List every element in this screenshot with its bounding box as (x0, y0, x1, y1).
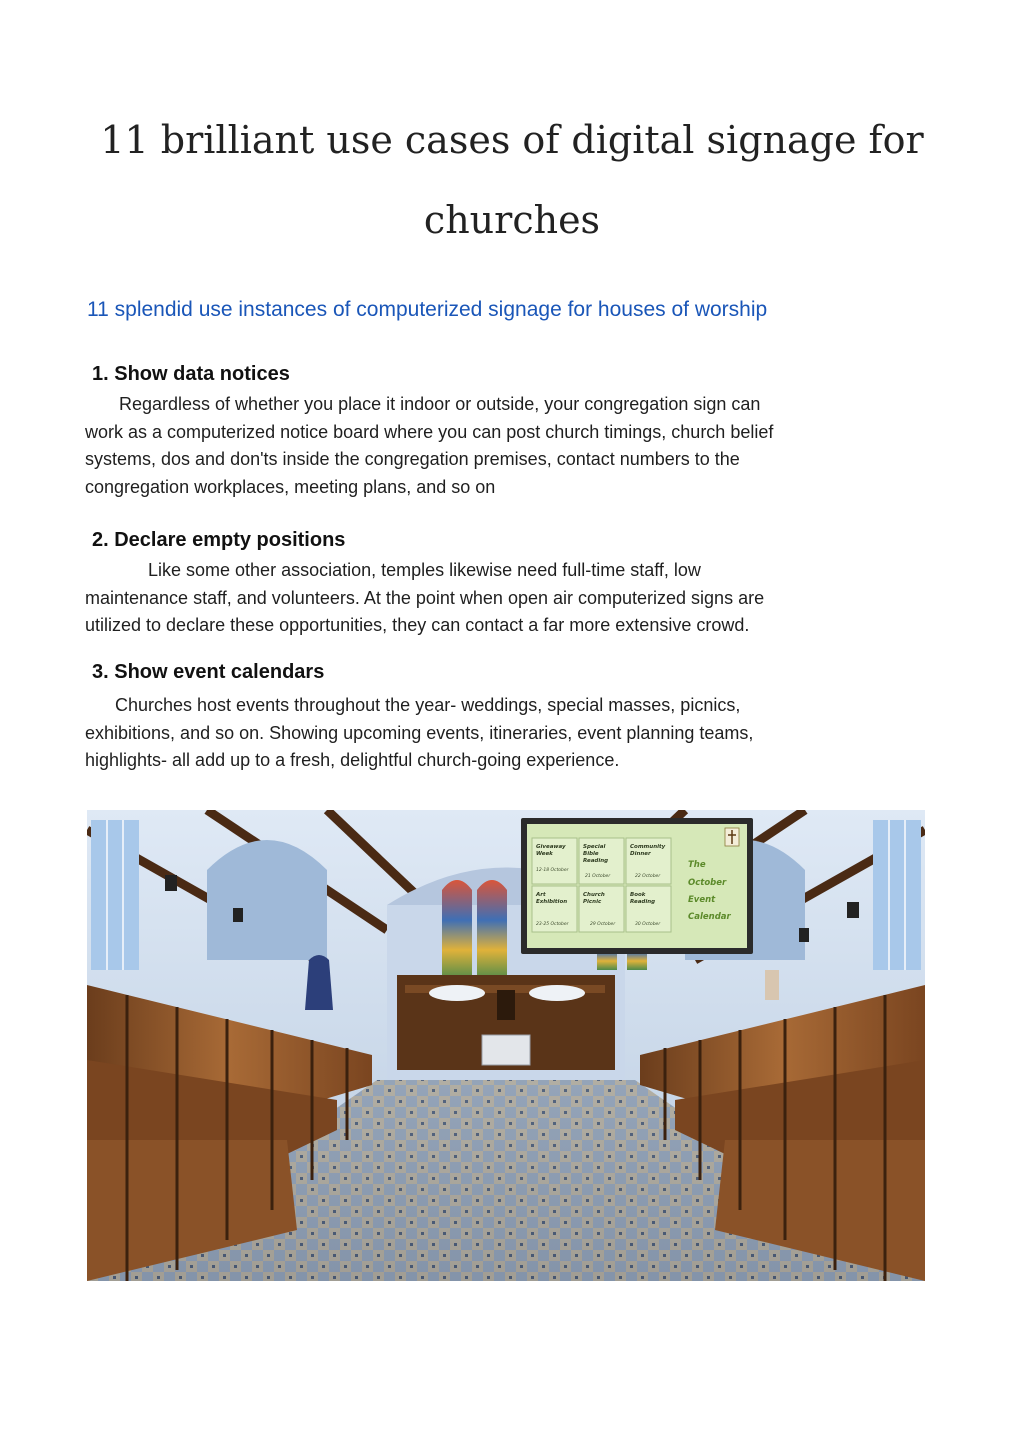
section-1-body (85, 391, 905, 501)
svg-text:Book: Book (630, 892, 646, 898)
section-1-line-4: congregation workplaces, meeting plans, and so on (85, 476, 496, 497)
svg-text:Calendar: Calendar (688, 912, 731, 922)
section-2-line-1: Like some other association, temples likewise need full-time staff, low (148, 560, 701, 580)
svg-text:Exhibition: Exhibition (536, 899, 568, 905)
svg-text:Week: Week (536, 851, 553, 857)
svg-text:Reading: Reading (583, 858, 609, 864)
section-3-line-2: exhibitions, and so on. Showing upcoming events, itineraries, event planning teams, (85, 722, 754, 743)
svg-text:30 October: 30 October (635, 922, 661, 927)
section-1-line-1: Regardless of whether you place it indoor or outside, your congregation sign can (119, 394, 761, 414)
section-3-body (85, 692, 905, 775)
svg-text:Picnic: Picnic (583, 899, 602, 905)
section-3-line-1: Churches host events throughout the year- weddings, special masses, picnics, (115, 695, 741, 715)
section-1-line-3: systems, dos and don'ts inside the congregation premises, contact numbers to the (85, 449, 740, 469)
svg-text:Art: Art (536, 892, 546, 898)
svg-text:Giveaway: Giveaway (536, 844, 566, 850)
page-subtitle: 11 splendid use instances of computerized signage for houses of worship (87, 298, 768, 321)
svg-text:Special: Special (583, 844, 606, 850)
svg-text:12-18 October: 12-18 October (536, 868, 569, 873)
section-1-line-2: work as a computerized notice board where you can post church timings, church belief (85, 421, 774, 442)
page-title (60, 100, 964, 260)
svg-text:Bible: Bible (583, 851, 599, 857)
svg-text:23-25 October: 23-25 October (536, 922, 569, 927)
section-heading-2: 2. Declare empty positions (92, 529, 346, 551)
svg-text:Dinner: Dinner (630, 851, 651, 857)
svg-text:Event: Event (688, 895, 716, 905)
church-interior-photo (87, 810, 925, 1281)
section-heading-3: 3. Show event calendars (92, 661, 325, 683)
section-heading-1: 1. Show data notices (92, 363, 290, 385)
svg-text:22 October: 22 October (635, 874, 661, 879)
svg-text:Reading: Reading (630, 899, 656, 905)
svg-text:29 October: 29 October (590, 922, 616, 927)
section-2-line-2: maintenance staff, and volunteers. At the point when open air computerized signs are (85, 587, 765, 608)
svg-text:Church: Church (583, 892, 605, 898)
section-3-line-3: highlights- all add up to a fresh, delightful church-going experience. (85, 750, 620, 770)
section-2-body (85, 557, 905, 640)
title-line-2: churches (423, 198, 601, 242)
svg-text:Community: Community (630, 844, 666, 850)
svg-text:The: The (688, 860, 706, 870)
title-line-1: 11 brilliant use cases of digital signage for (100, 118, 924, 162)
svg-text:October: October (688, 878, 727, 888)
svg-text:21 October: 21 October (585, 874, 611, 879)
section-2-line-3: utilized to declare these opportunities, they can contact a far more extensive crowd. (85, 615, 750, 635)
